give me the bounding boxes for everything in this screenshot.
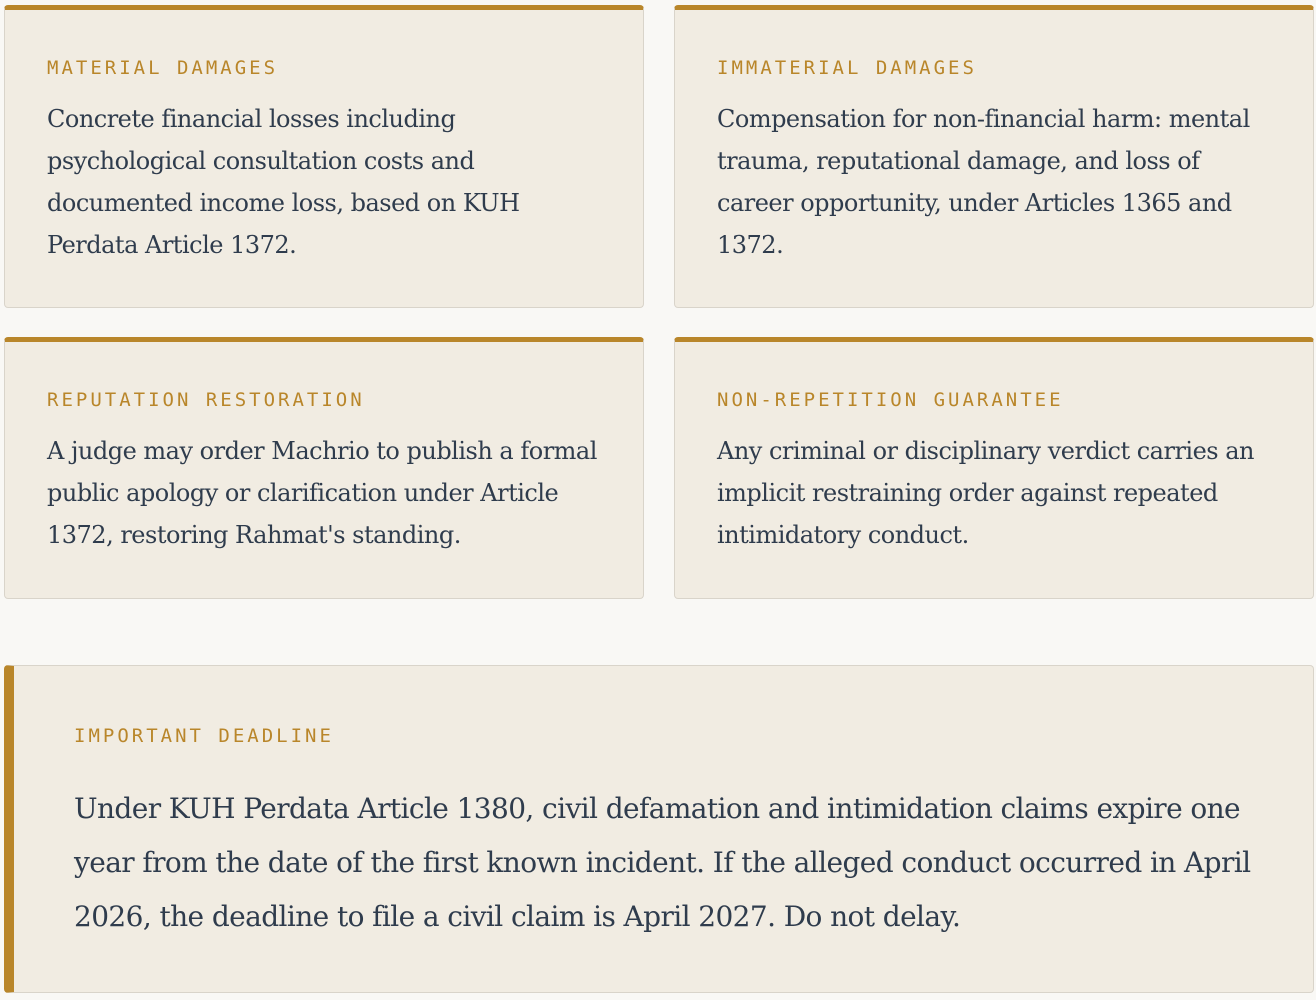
remedy-card-immaterial-damages (674, 5, 1314, 308)
remedy-card-material-damages (4, 5, 644, 308)
deadline-notice (4, 665, 1314, 993)
notice-title: IMPORTANT DEADLINE (74, 725, 334, 747)
notice-body: Under KUH Perdata Article 1380, civil defamation and intimidation claims expire one year from the date of the first known incident. If the alleged conduct occurred in April 2026, the deadline to file a civil claim is April 2027. Do not delay. (74, 792, 1251, 933)
remedy-card-reputation-restoration (4, 337, 644, 599)
card-body: Any criminal or disciplinary verdict carries an implicit restraining order against repeated intimidatory conduct. (717, 437, 1255, 549)
card-title: MATERIAL DAMAGES (47, 57, 279, 79)
remedy-card-non-repetition-guarantee (674, 337, 1314, 599)
card-body: Compensation for non-financial harm: mental trauma, reputational damage, and loss of career opportunity, under Articles 1365 and 1372. (717, 105, 1250, 259)
card-body: Concrete financial losses including psychological consultation costs and documented income loss, based on KUH Perdata Article 1372. (47, 105, 520, 259)
card-title: NON-REPETITION GUARANTEE (717, 389, 1064, 411)
card-body: A judge may order Machrio to publish a formal public apology or clarification under Article 1372, restoring Rahmat's standing. (47, 437, 597, 549)
card-title: REPUTATION RESTORATION (47, 389, 365, 411)
card-title: IMMATERIAL DAMAGES (717, 57, 977, 79)
